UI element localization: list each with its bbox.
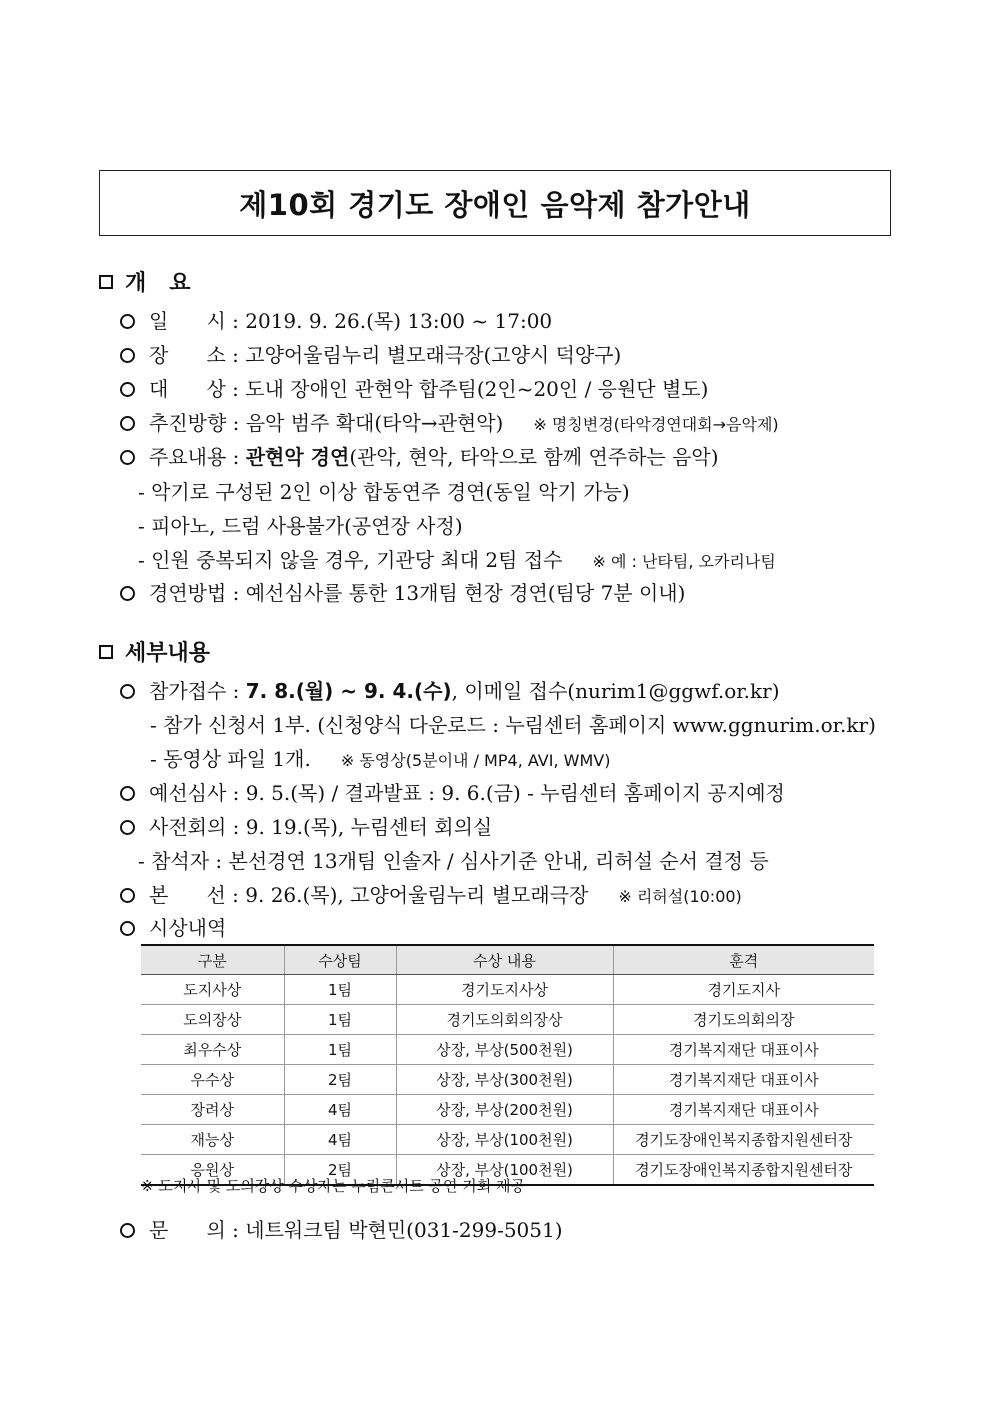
table-header: 수상팀: [284, 945, 396, 975]
table-header-row: [141, 945, 874, 975]
table-cell: 4팀: [284, 1095, 396, 1125]
overview-item-date: 일 시 : 2019. 9. 26.(목) 13:00 ~ 17:00: [120, 305, 552, 334]
details-item-awards: 시상내역: [120, 912, 226, 941]
table-cell: 1팀: [284, 1005, 396, 1035]
details-item-final: 본 선 : 9. 26.(목), 고양어울림누리 별모래극장 ※ 리허설(10:00): [120, 879, 742, 908]
table-cell: 2팀: [284, 1155, 396, 1186]
title-box: [99, 170, 891, 236]
section-overview-heading: 개 요: [99, 266, 190, 297]
table-row: [141, 1125, 874, 1155]
table-cell: 경기복지재단 대표이사: [613, 1065, 874, 1095]
table-cell: 상장, 부상(100천원): [396, 1155, 613, 1186]
table-cell: 2팀: [284, 1065, 396, 1095]
apply-sub-2: - 동영상 파일 1개. ※ 동영상(5분이내 / MP4, AVI, WMV): [150, 747, 611, 771]
circle-bullet-icon: [120, 786, 135, 801]
circle-bullet-icon: [120, 921, 135, 936]
overview-item-method: 경연방법 : 예선심사를 통한 13개팀 현장 경연(팀당 7분 이내): [120, 577, 685, 606]
table-cell: 응원상: [141, 1155, 284, 1186]
circle-bullet-icon: [120, 348, 135, 363]
circle-bullet-icon: [120, 314, 135, 329]
table-cell: 경기도장애인복지종합지원센터장: [613, 1155, 874, 1186]
apply-sub-1: - 참가 신청서 1부. (신청양식 다운로드 : 누림센터 홈페이지 www.ggnurim.or.kr): [150, 713, 876, 737]
meeting-sub: - 참석자 : 본선경연 13개팀 인솔자 / 심사기준 안내, 리허설 순서 결정 등: [138, 849, 769, 873]
overview-sub-1: - 악기로 구성된 2인 이상 합동연주 경연(동일 악기 가능): [138, 480, 630, 504]
table-row: [141, 1005, 874, 1035]
details-item-apply: 참가접수 : 7. 8.(월) ~ 9. 4.(수) , 이메일 접수(nurim1@ggwf.or.kr): [120, 675, 780, 704]
table-row: [141, 1095, 874, 1125]
overview-item-direction: 추진방향 : 음악 범주 확대(타악→관현악) ※ 명칭변경(타악경연대회→음악제): [120, 407, 779, 436]
section-details-heading: 세부내용: [99, 636, 210, 667]
overview-sub-2: - 피아노, 드럼 사용불가(공연장 사정): [138, 514, 463, 538]
table-cell: 경기복지재단 대표이사: [613, 1095, 874, 1125]
table-cell: 경기도장애인복지종합지원센터장: [613, 1125, 874, 1155]
table-cell: 우수상: [141, 1065, 284, 1095]
page-title: 제10회 경기도 장애인 음악제 참가안내: [239, 187, 751, 222]
table-cell: 상장, 부상(100천원): [396, 1125, 613, 1155]
circle-bullet-icon: [120, 382, 135, 397]
circle-bullet-icon: [120, 1223, 135, 1238]
overview-item-content: 주요내용 : 관현악 경연 (관악, 현악, 타악으로 함께 연주하는 음악): [120, 441, 719, 470]
table-cell: 경기도의회의장: [613, 1005, 874, 1035]
table-cell: 1팀: [284, 1035, 396, 1065]
table-cell: 도의장상: [141, 1005, 284, 1035]
details-item-meeting: 사전회의 : 9. 19.(목), 누림센터 회의실: [120, 811, 492, 840]
details-item-contact: 문 의 : 네트워크팀 박현민(031-299-5051): [120, 1214, 563, 1243]
circle-bullet-icon: [120, 888, 135, 903]
table-row: [141, 1065, 874, 1095]
table-cell: 경기도지사상: [396, 975, 613, 1005]
overview-item-place: 장 소 : 고양어울림누리 별모래극장(고양시 덕양구): [120, 339, 621, 368]
table-cell: 도지사상: [141, 975, 284, 1005]
circle-bullet-icon: [120, 450, 135, 465]
table-cell: 경기도의회의장상: [396, 1005, 613, 1035]
table-cell: 장려상: [141, 1095, 284, 1125]
circle-bullet-icon: [120, 416, 135, 431]
table-header: 훈격: [613, 945, 874, 975]
table-cell: 경기복지재단 대표이사: [613, 1035, 874, 1065]
details-item-prelim: 예선심사 : 9. 5.(목) / 결과발표 : 9. 6.(금) - 누림센터 홈페이지 공지예정: [120, 777, 785, 806]
direction-note: ※ 명칭변경(타악경연대회→음악제): [533, 415, 779, 434]
table-cell: 상장, 부상(200천원): [396, 1095, 613, 1125]
overview-item-target: 대 상 : 도내 장애인 관현악 합주팀(2인~20인 / 응원단 별도): [120, 373, 708, 402]
table-cell: 상장, 부상(500천원): [396, 1035, 613, 1065]
table-note: ※ 도지사 및 도의장상 수상자는 누림콘서트 공연 기회 제공: [141, 1177, 525, 1195]
table-cell: 경기도지사: [613, 975, 874, 1005]
table-cell: 상장, 부상(300천원): [396, 1065, 613, 1095]
table-row: [141, 975, 874, 1005]
table-cell: 최우수상: [141, 1035, 284, 1065]
square-bullet-icon: [99, 645, 113, 659]
table-cell: 4팀: [284, 1125, 396, 1155]
circle-bullet-icon: [120, 684, 135, 699]
table-cell: 재능상: [141, 1125, 284, 1155]
table-cell: 1팀: [284, 975, 396, 1005]
table-row: [141, 1035, 874, 1065]
square-bullet-icon: [99, 275, 113, 289]
overview-sub-3: - 인원 중복되지 않을 경우, 기관당 최대 2팀 접수 ※ 예 : 난타팀, 오카리나팀: [138, 548, 776, 572]
table-header: 수상 내용: [396, 945, 613, 975]
circle-bullet-icon: [120, 586, 135, 601]
circle-bullet-icon: [120, 820, 135, 835]
awards-table: [141, 944, 874, 1186]
table-header: 구분: [141, 945, 284, 975]
